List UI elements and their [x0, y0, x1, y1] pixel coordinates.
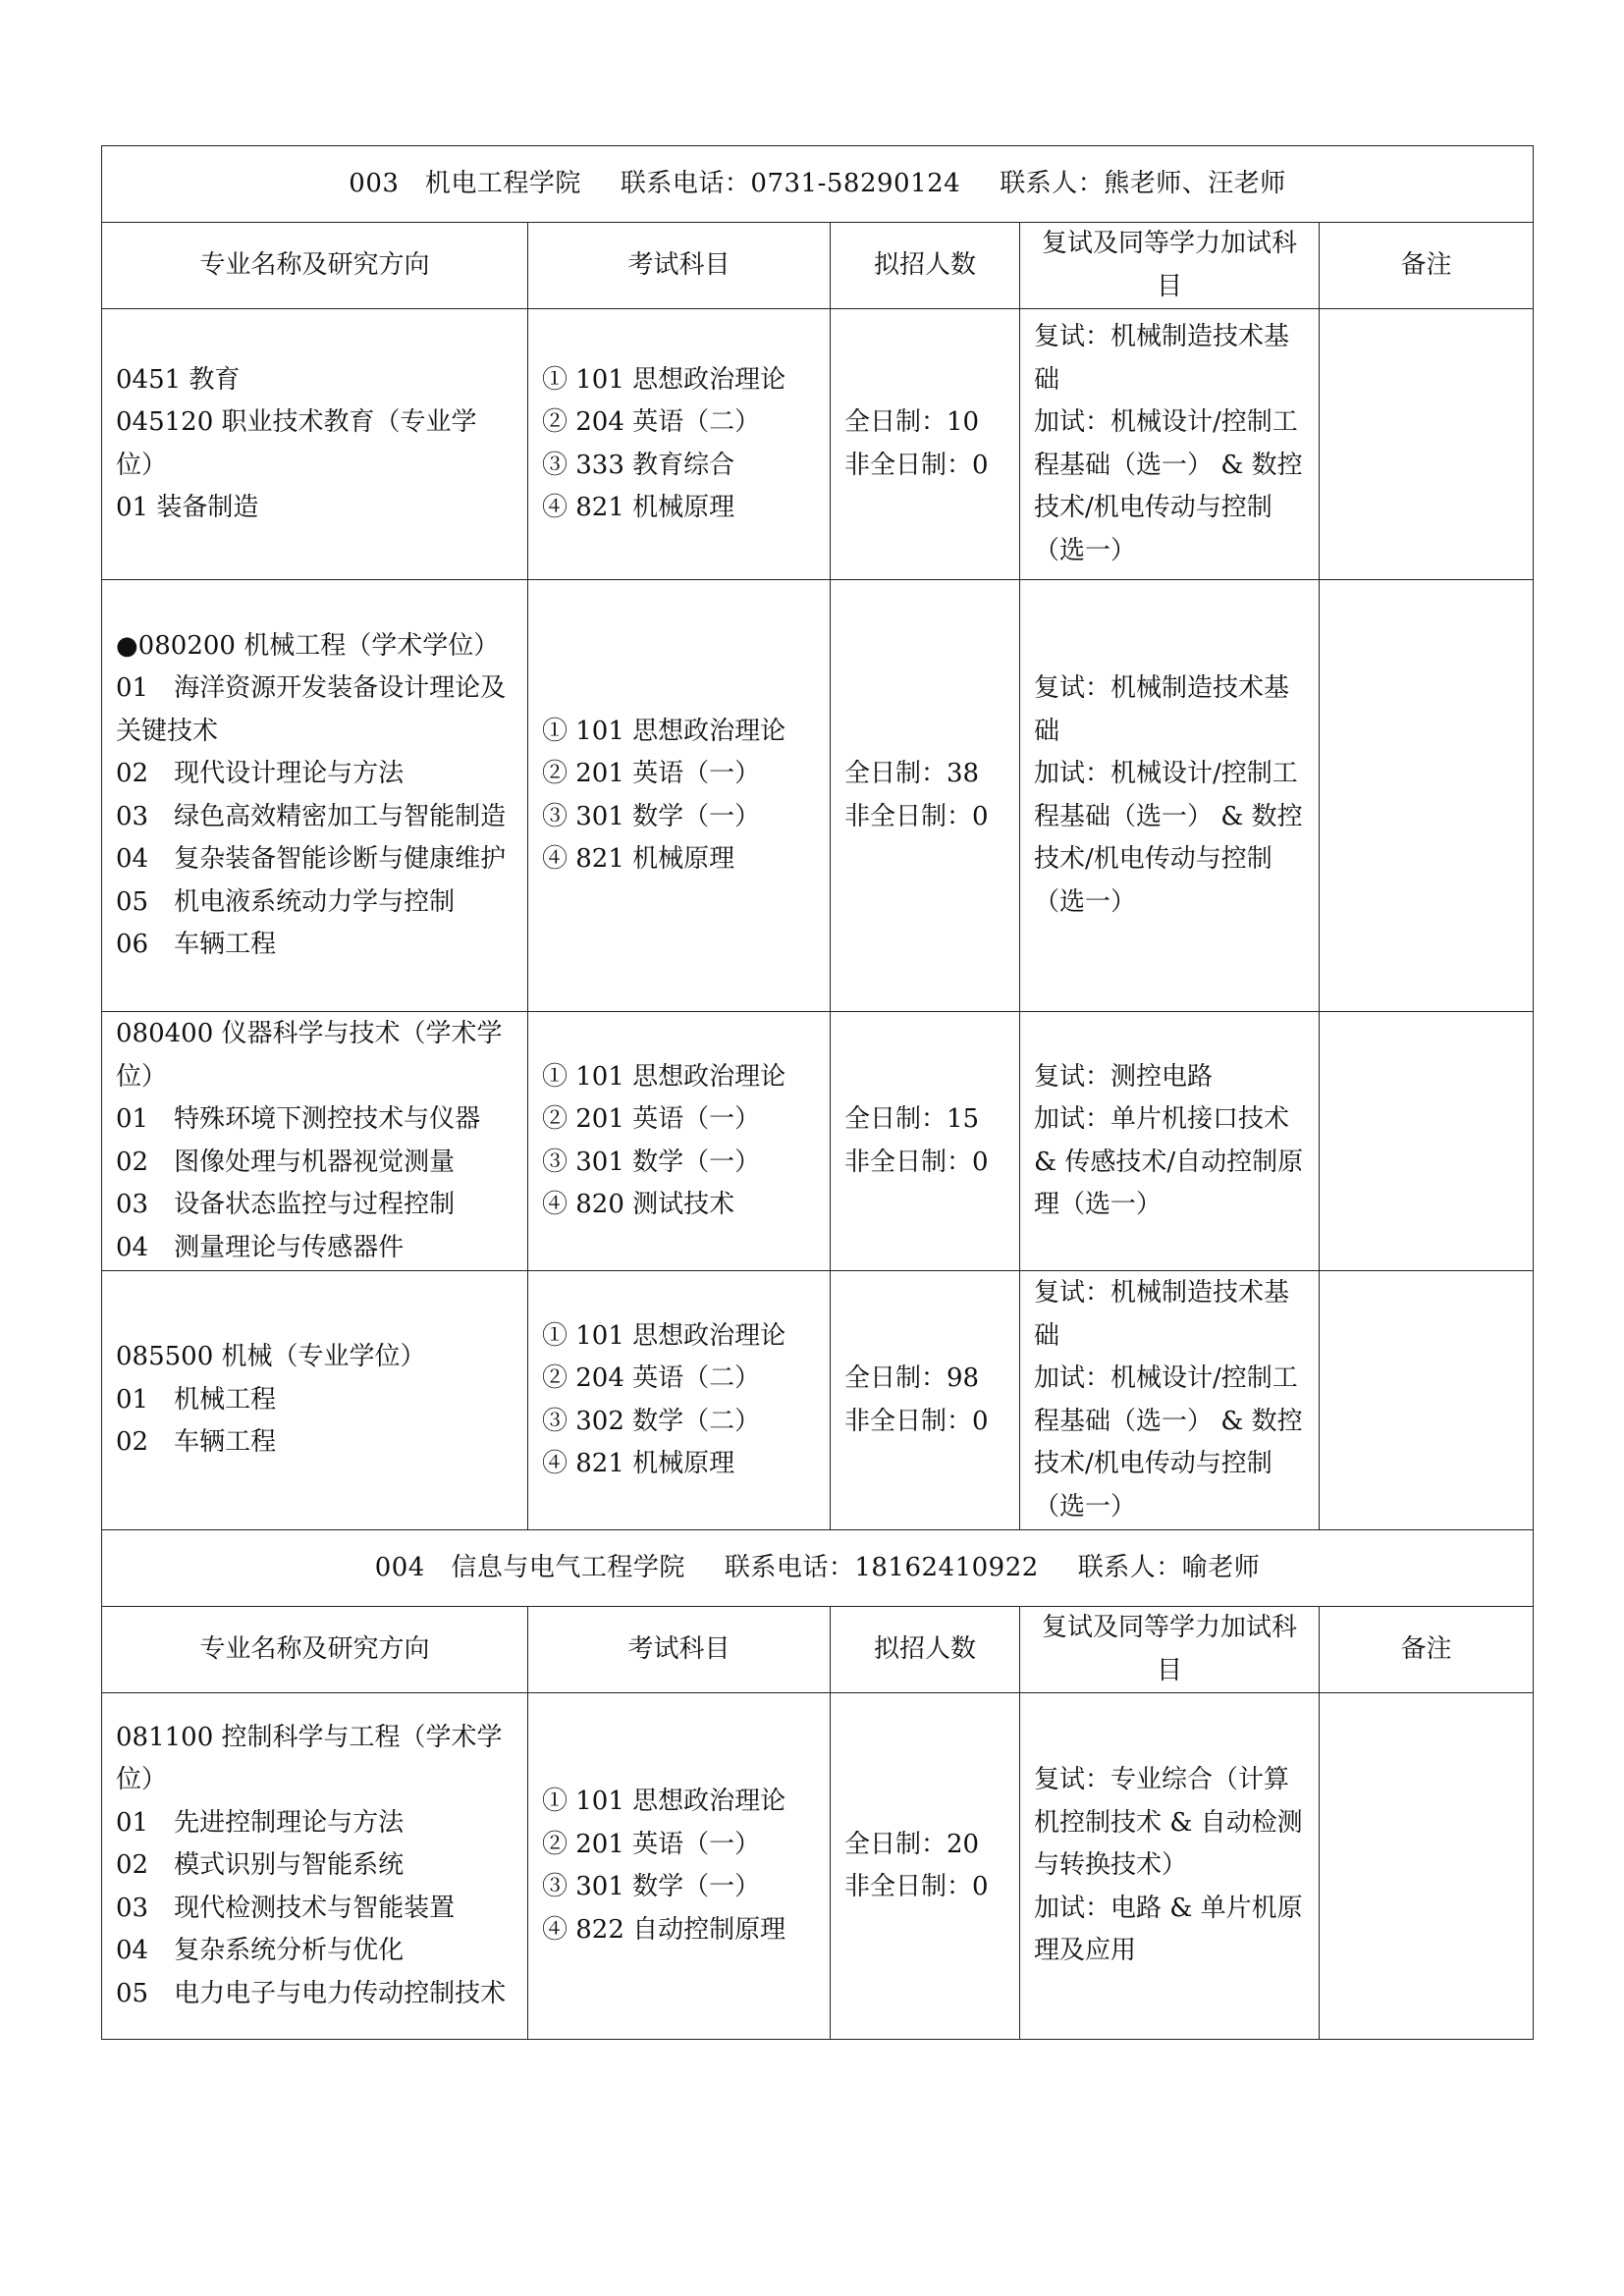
note-cell [1320, 1012, 1534, 1271]
college-header-row [102, 1530, 1534, 1607]
major-line: 03 设备状态监控与过程控制 [116, 1190, 456, 1219]
major-line: 080400 仪器科学与技术（学术学位） [116, 1019, 503, 1092]
subject-line: ④ 820 测试技术 [542, 1190, 735, 1219]
col-header-count: 拟招人数 [831, 223, 1020, 309]
major-line: 04 复杂装备智能诊断与健康维护 [116, 844, 507, 874]
col-header-retest: 复试及同等学力加试科目 [1020, 223, 1320, 309]
major-line: 01 装备制造 [116, 493, 259, 522]
subject-line: ④ 822 自动控制原理 [542, 1914, 786, 1945]
col-header-major: 专业名称及研究方向 [102, 1607, 528, 1693]
col-header-note: 备注 [1320, 1607, 1534, 1693]
subject-line: ① 101 思想政治理论 [542, 1061, 786, 1092]
major-line: 085500 机械（专业学位） [116, 1342, 426, 1372]
major-cell [102, 1012, 528, 1271]
subject-line: ③ 333 教育综合 [542, 450, 735, 480]
retest-line: 复试：专业综合（计算机控制技术 & 自动检测与转换技术） [1034, 1765, 1303, 1881]
retest-cell [1020, 309, 1320, 580]
enrollment-table [101, 145, 1534, 2040]
retest-line: 加试：机械设计/控制工程基础（选一） & 数控技术/机电传动与控制（选一） [1034, 1363, 1303, 1522]
col-header-note: 备注 [1320, 223, 1534, 309]
count-fulltime: 全日制：98 [844, 1363, 980, 1393]
col-header-subjects: 考试科目 [528, 1607, 831, 1693]
subjects-cell [528, 1693, 831, 2040]
count-fulltime: 全日制：20 [844, 1829, 980, 1859]
major-line: 03 现代检测技术与智能装置 [116, 1893, 456, 1923]
note-cell [1320, 1693, 1534, 2040]
major-cell [102, 1693, 528, 2040]
count-parttime: 非全日制：0 [844, 1872, 989, 1901]
college-phone: 联系电话：18162410922 [724, 1552, 1039, 1582]
subject-line: ① 101 思想政治理论 [542, 364, 786, 395]
major-line: 01 特殊环境下测控技术与仪器 [116, 1104, 481, 1134]
subject-line: ② 201 英语（一） [542, 1829, 761, 1859]
subject-line: ③ 301 数学（一） [542, 1872, 761, 1901]
major-line: 0451 教育 [116, 364, 241, 395]
count-parttime: 非全日制：0 [844, 1147, 989, 1177]
college-header-row [102, 146, 1534, 223]
count-cell [831, 580, 1020, 1012]
subjects-cell [528, 1271, 831, 1530]
col-header-retest: 复试及同等学力加试科目 [1020, 1607, 1320, 1693]
major-line: 03 绿色高效精密加工与智能制造 [116, 801, 507, 831]
major-line: 04 复杂系统分析与优化 [116, 1936, 405, 1966]
count-parttime: 非全日制：0 [844, 450, 989, 480]
retest-line: 复试：机械制造技术基础 [1034, 1278, 1290, 1351]
retest-cell [1020, 1693, 1320, 2040]
major-line: ●080200 机械工程（学术学位） [116, 630, 500, 661]
major-line: 01 先进控制理论与方法 [116, 1807, 405, 1838]
subject-line: ② 201 英语（一） [542, 759, 761, 788]
retest-line: 复试：测控电路 [1034, 1061, 1214, 1092]
count-fulltime: 全日制：10 [844, 407, 980, 437]
note-cell [1320, 1271, 1534, 1530]
subject-line: ② 204 英语（二） [542, 1363, 761, 1393]
major-cell [102, 1271, 528, 1530]
subjects-cell [528, 1012, 831, 1271]
major-line: 02 车辆工程 [116, 1427, 277, 1458]
major-line: 081100 控制科学与工程（学术学位） [116, 1722, 503, 1795]
retest-line: 加试：单片机接口技术 & 传感技术/自动控制原理（选一） [1034, 1104, 1304, 1219]
count-fulltime: 全日制：38 [844, 759, 980, 788]
major-line: 05 电力电子与电力传动控制技术 [116, 1978, 507, 2008]
major-line: 02 模式识别与智能系统 [116, 1850, 405, 1881]
college-header [102, 1530, 1534, 1607]
subject-line: ④ 821 机械原理 [542, 493, 735, 522]
college-contact: 联系人：喻老师 [1077, 1552, 1261, 1582]
major-line: 01 机械工程 [116, 1384, 277, 1415]
count-parttime: 非全日制：0 [844, 1406, 989, 1436]
major-line: 02 图像处理与机器视觉测量 [116, 1147, 456, 1177]
column-header-row [102, 223, 1534, 309]
subjects-cell [528, 309, 831, 580]
major-line: 045120 职业技术教育（专业学位） [116, 407, 477, 480]
college-code-name: 003 机电工程学院 [349, 168, 581, 198]
subject-line: ③ 302 数学（二） [542, 1406, 761, 1436]
retest-line: 加试：机械设计/控制工程基础（选一） & 数控技术/机电传动与控制（选一） [1034, 759, 1303, 917]
subject-line: ④ 821 机械原理 [542, 844, 735, 874]
note-cell [1320, 580, 1534, 1012]
major-cell [102, 580, 528, 1012]
subject-line: ② 204 英语（二） [542, 407, 761, 437]
subject-line: ② 201 英语（一） [542, 1104, 761, 1134]
count-cell [831, 1271, 1020, 1530]
college-header [102, 146, 1534, 223]
major-line: 01 海洋资源开发装备设计理论及关键技术 [116, 673, 507, 746]
table-row [102, 1271, 1534, 1530]
retest-line: 加试：电路 & 单片机原理及应用 [1034, 1893, 1303, 1966]
major-line: 05 机电液系统动力学与控制 [116, 886, 456, 917]
subject-line: ① 101 思想政治理论 [542, 1787, 786, 1816]
note-cell [1320, 309, 1534, 580]
subjects-cell [528, 580, 831, 1012]
retest-cell [1020, 1012, 1320, 1271]
count-cell [831, 1693, 1020, 2040]
retest-line: 复试：机械制造技术基础 [1034, 673, 1290, 746]
retest-cell [1020, 580, 1320, 1012]
table-row [102, 309, 1534, 580]
count-cell [831, 1012, 1020, 1271]
retest-cell [1020, 1271, 1320, 1530]
table-row [102, 1012, 1534, 1271]
subject-line: ③ 301 数学（一） [542, 1147, 761, 1177]
retest-line: 复试：机械制造技术基础 [1034, 322, 1290, 395]
count-parttime: 非全日制：0 [844, 801, 989, 831]
col-header-subjects: 考试科目 [528, 223, 831, 309]
subject-line: ③ 301 数学（一） [542, 801, 761, 831]
column-header-row [102, 1607, 1534, 1693]
subject-line: ④ 821 机械原理 [542, 1449, 735, 1478]
college-contact: 联系人：熊老师、汪老师 [1000, 168, 1286, 198]
table-row [102, 1693, 1534, 2040]
college-phone: 联系电话：0731-58290124 [620, 168, 961, 198]
major-line: 04 测量理论与传感器件 [116, 1232, 405, 1262]
major-line: 02 现代设计理论与方法 [116, 759, 405, 788]
college-code-name: 004 信息与电气工程学院 [374, 1552, 685, 1582]
major-cell [102, 309, 528, 580]
col-header-count: 拟招人数 [831, 1607, 1020, 1693]
col-header-major: 专业名称及研究方向 [102, 223, 528, 309]
count-fulltime: 全日制：15 [844, 1104, 980, 1134]
major-line: 06 车辆工程 [116, 930, 277, 959]
subject-line: ① 101 思想政治理论 [542, 716, 786, 746]
count-cell [831, 309, 1020, 580]
retest-line: 加试：机械设计/控制工程基础（选一） & 数控技术/机电传动与控制（选一） [1034, 407, 1303, 565]
subject-line: ① 101 思想政治理论 [542, 1320, 786, 1351]
table-row [102, 580, 1534, 1012]
